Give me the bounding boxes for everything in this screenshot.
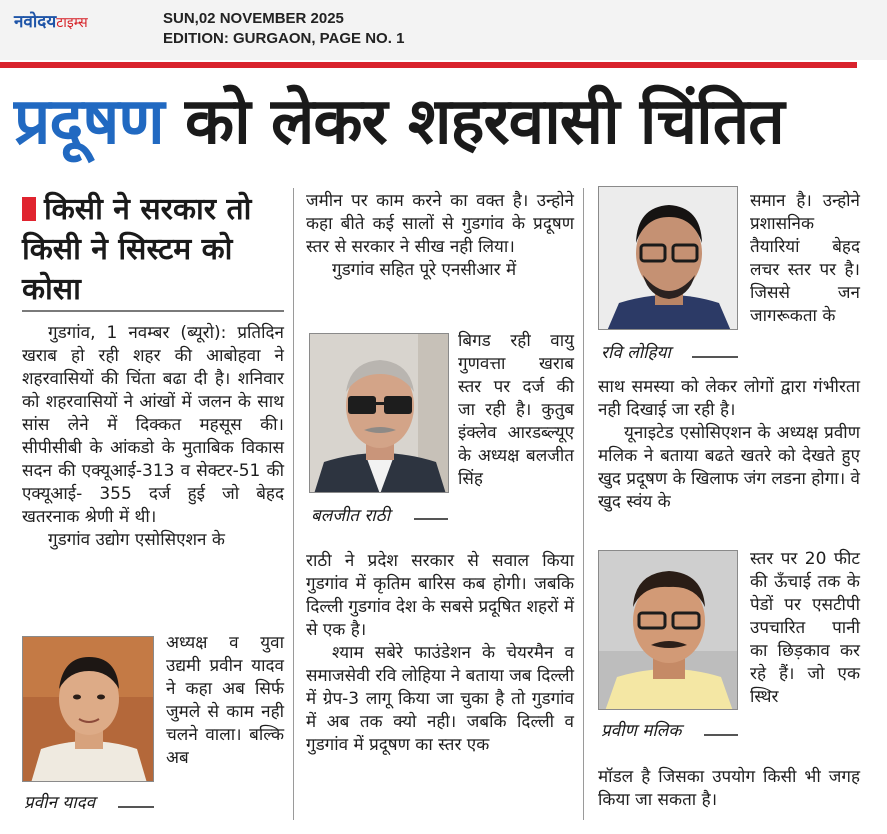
article-column-3-wrap-bottom: [750, 548, 860, 709]
caption-rule: [704, 734, 738, 736]
article-paragraph: गुडगांव उद्योग एसोसिएशन के: [48, 530, 225, 550]
article-column-3-bottom: [598, 766, 860, 812]
photo-caption-praveen-malik: प्रवीण मलिक: [601, 721, 682, 741]
logo-sub-text: टाइम्स: [56, 14, 88, 30]
caption-rule: [118, 806, 154, 808]
article-paragraph: गुडगांव सहित पूरे एनसीआर में: [332, 260, 517, 280]
newspaper-logo: [14, 12, 88, 32]
publication-date: SUN,02 NOVEMBER 2025: [163, 10, 344, 27]
subheading: [22, 190, 284, 310]
column-divider-2: [583, 188, 584, 820]
headline: [14, 72, 874, 177]
article-paragraph: राठी ने प्रदेश सरकार से सवाल किया गुडगांव में कृतिम बारिस कब होगी। जबकि दिल्ली गुडगांव देश के सबसे प्रदूषित शहरों में से एक है।: [306, 551, 575, 640]
article-paragraph: साथ समस्या को लेकर लोगों द्वारा गंभीरता नही दिखाई जा रही है।: [598, 377, 860, 420]
subheading-rule: [22, 310, 284, 312]
article-column-3-wrap-top: [750, 190, 860, 328]
portrait-praveen-malik: [599, 551, 738, 710]
masthead-bar: [0, 0, 887, 60]
column-divider-1: [293, 188, 294, 820]
article-paragraph: बिगड रही वायु गुणवत्ता खराब स्तर पर दर्ज की जा रही है। कुतुब इंक्लेव आरडब्ल्यूए के अध्यक्ष बलजीत सिंह: [458, 331, 574, 489]
edition-info: EDITION: GURGAON, PAGE NO. 1: [163, 30, 405, 47]
photo-caption-baljeet-rathi: बलजीत राठी: [311, 506, 390, 526]
photo-baljeet-rathi: [309, 333, 449, 493]
article-paragraph: स्तर पर 20 फीट की ऊँचाई तक के पेडों पर एसटीपी उपचारित पानी का छिड़काव कर रहे हैं। जो एक स्थिर: [750, 549, 860, 707]
article-column-2-bottom: [306, 550, 574, 757]
article-paragraph: अध्यक्ष व युवा उद्यमी प्रवीन यादव ने कहा अब सिर्फ जुमले से काम नही चलने वाला। बल्कि अब: [166, 633, 284, 768]
article-paragraph: गुडगांव, 1 नवम्बर (ब्यूरो): प्रतिदिन खराब हो रही शहर की आबोहवा ने शहरवासियों की चिंता बढा दी है। शनिवार को शहरवासियों ने आंखों में जलन के साथ सांस लेने में दिक्कत महसूस की। सीपीसीबी के आंकडो के मुताबिक विकास सदन की एक्यूआई-313 व सेक्टर-51 की एक्यूआई- 355 दर्ज हुई जो बेहद खतरनाक श्रेणी में थी।: [22, 323, 284, 527]
article-column-2-top: [306, 190, 574, 282]
article-column-3-middle: [598, 376, 860, 514]
portrait-praveen-yadav: [23, 637, 154, 782]
logo-main-text: नवोदय: [14, 12, 57, 31]
article-paragraph: यूनाइटेड एसोसिएशन के अध्यक्ष प्रवीण मलिक ने बताया बढते खतरे को देखते हुए खुद प्रदूषण के खिलाफ जंग लडना होगा। वे खुद स्वंय के: [598, 423, 860, 512]
headline-rest: को लेकर शहरवासी चिंतित: [163, 85, 784, 159]
photo-caption-ravi-lohia: रवि लोहिया: [601, 343, 671, 363]
caption-rule: [414, 518, 448, 520]
photo-ravi-lohia: [598, 186, 738, 330]
caption-rule: [692, 356, 738, 358]
dateline: [163, 9, 404, 49]
article-paragraph: मॉडल है जिसका उपयोग किसी भी जगह किया जा सकता है।: [598, 767, 860, 810]
photo-caption-praveen-yadav: प्रवीन यादव: [24, 793, 96, 813]
article-paragraph: श्याम सबेरे फाउंडेशन के चेयरमैन व समाजसेवी रवि लोहिया ने बताया जब दिल्ली में ग्रेप-3 लागू किया जा चुका है तो गुडगांव में अब तक क्यो नही। जबकि दिल्ली व गुडगांव में प्रदूषण का स्तर एक: [306, 643, 574, 755]
masthead-divider: [0, 62, 857, 68]
portrait-baljeet-rathi: [310, 334, 449, 493]
article-paragraph: जमीन पर काम करने का वक्त है। उन्होने कहा बीते कई सालों से गुडगांव के प्रदूषण स्तर से सरकार ने सीख नही लिया।: [306, 191, 574, 257]
headline-keyword: प्रदूषण: [14, 85, 164, 159]
article-column-1-top: [22, 322, 284, 552]
article-column-1-wrap: [166, 632, 284, 770]
portrait-ravi-lohia: [599, 187, 738, 330]
photo-praveen-yadav: [22, 636, 154, 782]
subheading-text: किसी ने सरकार तो किसी ने सिस्टम को कोसा: [22, 192, 252, 307]
article-paragraph: समान है। उन्होने प्रशासनिक तैयारियां बेहद लचर स्तर पर है। जिससे जन जागरूकता के: [750, 191, 860, 326]
bullet-square-icon: [22, 197, 36, 221]
article-column-2-wrap: [458, 330, 574, 491]
photo-praveen-malik: [598, 550, 738, 710]
